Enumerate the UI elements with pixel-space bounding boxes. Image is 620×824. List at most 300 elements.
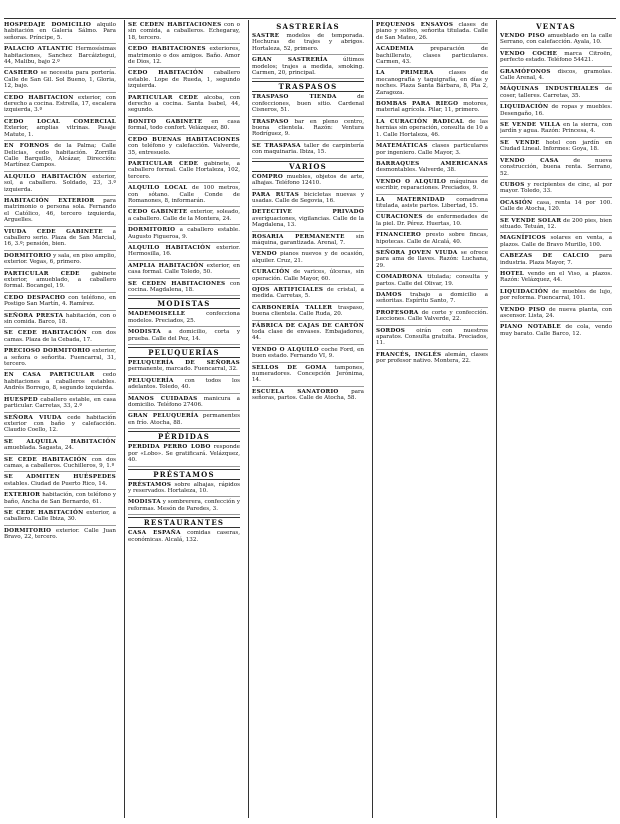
ad-lead: FINANCIERO — [376, 232, 422, 239]
ad-lead: LA PRIMERA — [376, 70, 434, 77]
classified-ad — [376, 232, 488, 248]
classified-ad — [128, 95, 240, 117]
ad-lead: TRASPASO — [252, 118, 289, 125]
ad-body: exterior, a caballero. Calle Ibiza, 30. — [4, 509, 116, 523]
ad-lead: PARA RUTAS — [252, 191, 300, 198]
ad-body: permanentes en frío. Atocha, 88. — [128, 413, 240, 426]
ad-body: estables. Ciudad de Puerto Rico, 14. — [4, 480, 108, 487]
classified-ad — [128, 22, 240, 44]
ad-lead: SE ADMITEN HUÉSPEDES — [4, 474, 116, 481]
classified-ad — [4, 143, 116, 172]
ad-body: caballero estable, en casa particular. Carretas, 33, 2.º — [4, 396, 116, 410]
ad-body: caballero estable. Lope de Rueda, 1, segundo izquierda. — [128, 70, 240, 90]
classified-ad — [252, 33, 364, 55]
ad-lead: DORMITORIO — [128, 227, 176, 234]
classified-ad — [4, 492, 116, 508]
classified-ad — [376, 143, 488, 159]
ad-lead: CUBOS — [500, 181, 525, 188]
ad-body: a caballero estable. Augusto Figueroa, 9. — [128, 227, 240, 240]
classified-ad — [4, 415, 116, 437]
ad-body: clases de piano y solfeo, señorita titulada. Calle de San Mateo, 26. — [376, 22, 488, 41]
ad-body: con cocina. Magdalena, 18. — [128, 280, 240, 293]
ad-body: presto sobre fincas, hipotecas. Calle de Alcalá, 40. — [376, 232, 488, 245]
classified-ad — [500, 218, 612, 234]
classified-ad — [4, 253, 116, 269]
column-rule — [124, 20, 125, 818]
ad-lead: EN CASA PARTICULAR — [4, 372, 95, 379]
section-heading: PRÉSTAMOS — [128, 469, 240, 480]
ad-lead: MADEMOISELLE — [128, 311, 186, 318]
ad-lead: SE VENDE SOLAR — [500, 217, 562, 224]
ad-lead: EN FORNOS — [4, 143, 50, 150]
ad-lead: LA CURACIÓN RADICAL — [376, 118, 464, 125]
ad-lead: ALQUILO HABITACIÓN — [4, 173, 87, 180]
ad-body: cede habitación exterior con baño y calefacción. Claudio Coello, 12. — [4, 414, 116, 434]
ad-body: clases de mecanografía y taquigrafía, en días y noches. Plaza Santa Bárbara, 8, Pta 2, Zaragoza. — [376, 70, 488, 96]
ad-body: de cola, vendo muy barato. Calle Barco, 12. — [500, 324, 612, 337]
section-heading: TRASPASOS — [252, 81, 364, 92]
classified-ad — [500, 140, 612, 156]
column-heading: SASTRERÍAS — [276, 22, 340, 31]
classified-ad — [4, 457, 116, 473]
classified-ad — [4, 397, 116, 413]
classified-ad — [252, 174, 364, 190]
ad-body: para señoras, partos. Calle de Atocha, 58. — [252, 388, 364, 402]
ad-body: sin máquina, garantizada. Arenal, 7. — [252, 233, 364, 246]
ad-lead: HOSPEDAJE DOMICILIO — [4, 22, 92, 28]
ad-lead: GRAMÓFONOS — [500, 68, 551, 75]
classified-ad — [4, 119, 116, 141]
ad-lead: BARRAQUES AMERICANAS — [376, 160, 488, 167]
classified-ad — [376, 46, 488, 68]
ad-body: máquinas de escribir, reparaciones. Preciados, 9. — [376, 178, 488, 192]
classified-ad — [500, 158, 612, 180]
classified-ad — [4, 271, 116, 293]
classified-ad — [252, 347, 364, 363]
ad-lead: MODISTA — [128, 499, 161, 506]
ad-body: de 100 metros, con sótano. Calle Conde de Romanones, 8, informarán. — [128, 185, 240, 204]
classified-ad — [128, 46, 240, 68]
classified-ad — [128, 227, 240, 243]
ad-body: exteriores, matrimonio o dos amigos. Baño. Amor de Dios, 12. — [128, 46, 240, 66]
ad-body: coche Ford, en buen estado. Fernando VI, 9. — [252, 346, 364, 360]
classified-ad — [252, 57, 364, 79]
ad-body: marca Citroën, perfecto estado. Teléfono 54421. — [500, 50, 612, 64]
ad-lead: PARTICULAR CEDE — [128, 94, 199, 101]
classified-ad — [376, 328, 488, 350]
classified-ad — [252, 269, 364, 285]
ad-lead: LIQUIDACIÓN — [500, 288, 549, 295]
classified-ad — [4, 330, 116, 346]
ad-body: alemán, clases por profesor nativo. Montera, 22. — [376, 351, 488, 365]
ad-body: y recipientes de cinc, al por mayor. Toledo, 33. — [500, 181, 612, 195]
ad-body: gabinete exterior, amueblado, a caballero formal. Bocangel, 19. — [4, 270, 116, 290]
section-heading: VARIOS — [252, 161, 364, 172]
ad-body: vendo en el Viso, a plazos. Razón: Velázquez, 44. — [500, 270, 612, 284]
classified-ad — [252, 287, 364, 303]
ad-lead: ROSARIA PERMANENTE — [252, 233, 345, 240]
ad-lead: MODISTA — [128, 329, 161, 336]
classified-ad — [500, 86, 612, 102]
ad-lead: COMPRO — [252, 173, 284, 180]
ad-body: confecciona modelos. Preciados, 25. — [128, 311, 240, 324]
classified-ad — [4, 22, 116, 44]
classified-ad — [128, 281, 240, 297]
classified-ad — [128, 444, 240, 466]
classified-ad — [376, 292, 488, 308]
classified-ad — [500, 122, 612, 138]
ad-lead: EXTERIOR — [4, 492, 41, 499]
ad-lead: HOTEL — [500, 270, 525, 277]
classified-ad — [500, 289, 612, 305]
ad-lead: PIANO NOTABLE — [500, 324, 561, 331]
classified-ad — [128, 378, 240, 394]
ad-lead: VIUDA CEDE GABINETE — [4, 228, 103, 235]
column-rule — [372, 20, 373, 818]
ad-body: con teléfono, en Postigo San Martín, 4. Ramírez. — [4, 294, 116, 308]
classified-ad — [376, 70, 488, 99]
ad-lead: CEDO GABINETE — [128, 209, 188, 216]
classified-ad — [128, 360, 240, 376]
classified-ad — [500, 33, 612, 49]
ad-lead: SE CEDEN HABITACIONES — [128, 280, 226, 287]
ad-lead: VENDO O ALQUILO — [252, 346, 319, 353]
classified-ad — [376, 161, 488, 177]
classified-ad — [128, 119, 240, 135]
ad-body: habitación, con teléfono y baño, Ancha de San Bernardo, 61. — [4, 492, 116, 505]
classified-ad — [500, 69, 612, 85]
classified-ad — [128, 161, 240, 183]
ad-lead: CEDO LOCAL COMERCIAL — [4, 118, 116, 125]
ad-body: alquilo habitación en Galería Sálmo. Para señoras. Príncipe, 5. — [4, 22, 116, 41]
ad-body: alcoba, con derecho a cocina. Santa Isabel, 44, segundo. — [128, 94, 240, 114]
ad-body: exterior, a señora o señorita. Fuencarral, 31, tercero. — [4, 348, 116, 368]
ad-body: con o sin comida, a caballeros. Echegaray, 18, tercero. — [128, 22, 240, 41]
ad-body: modelos de temporada. Hechuras de trajes y abrigos. Hortaleza, 52, primero. — [252, 33, 364, 52]
ad-lead: VENDO PISO — [500, 33, 545, 39]
ad-body: motores, material agrícola. Pilar, 11, primero. — [376, 101, 488, 114]
ad-body: con dos camas, a caballeros. Cuchilleros, 9, 1.º — [4, 456, 116, 469]
classified-column-1 — [4, 22, 116, 820]
ad-lead: SE CEDE HABITACIÓN — [4, 456, 88, 463]
ad-body: a caballero serio. Plaza de San Marcial, 16, 3.º; pensión, bien. — [4, 228, 116, 248]
classified-ad — [252, 94, 364, 116]
ad-lead: GRAN PELUQUERÍA — [128, 413, 199, 420]
ad-lead: MÁQUINAS INDUSTRIALES — [500, 86, 599, 93]
ad-body: oirán con nuestros aparatos. Consulta gratuita. Preciados, 11. — [376, 327, 488, 347]
classified-ad — [252, 323, 364, 345]
classified-ad — [128, 530, 240, 545]
ad-body: y sala, en piso amplio, exterior. Vegas, 6, primero. — [4, 252, 116, 266]
classified-ad — [128, 499, 240, 515]
ad-body: en casa formal, todo confort. Velázquez, 80. — [128, 118, 240, 132]
classified-ad — [128, 413, 240, 429]
ad-body: sobre alhajas, rápidos y reservados. Hortaleza, 10. — [128, 481, 240, 494]
ad-body: con todos los adelantos. Toledo, 40. — [128, 377, 240, 391]
classified-ad — [4, 229, 116, 251]
ad-body: de las hernias sin operación, consulta de 10 a 1. Calle Hortaleza, 46. — [376, 118, 488, 138]
classified-ad — [4, 439, 116, 455]
classified-ad — [376, 22, 488, 44]
classified-ad — [4, 474, 116, 490]
top-rule — [4, 18, 616, 19]
classified-ad — [500, 235, 612, 251]
ad-body: de corte y confección. Lecciones. Calle Valverde, 22. — [376, 309, 488, 323]
ad-lead: DETECTIVE PRIVADO — [252, 209, 364, 216]
classified-ad — [252, 234, 364, 250]
ad-lead: PRÉSTAMOS — [128, 481, 172, 488]
ad-body: de nueva planta, con ascensor. Lista, 24. — [500, 306, 612, 319]
ad-lead: BOMBAS PARA RIEGO — [376, 101, 459, 108]
ad-lead: SEÑORA JOVEN VIUDA — [376, 249, 458, 256]
classified-ad — [376, 352, 488, 367]
ad-lead: CARBONERÍA TALLER — [252, 304, 333, 311]
classified-ad — [500, 200, 612, 216]
ad-body: con teléfono y calefacción. Valverde, 35, entresuelo. — [128, 143, 240, 156]
classified-column-4 — [376, 22, 488, 820]
ad-lead: COMADRONA — [376, 274, 423, 281]
column-rule — [496, 20, 497, 818]
ad-lead: OCASIÓN — [500, 199, 533, 206]
ad-body: exterior, soleado, a caballero. Calle de la Montera, 24. — [128, 209, 240, 222]
classified-ad — [252, 192, 364, 208]
classified-ad — [128, 311, 240, 327]
ad-lead: GRAN SASTRERÍA — [252, 57, 328, 64]
ad-lead: PEQUEÑOS ENSAYOS — [376, 22, 454, 28]
ad-body: manicura a domicilio. Teléfono 27406. — [128, 395, 240, 409]
classified-ad — [500, 104, 612, 120]
ad-body: exterior, sol, a caballero. Soldado, 23, 3.º izquierda. — [4, 173, 116, 193]
ad-lead: MAGNÍFICOS — [500, 235, 546, 242]
classified-ad — [376, 310, 488, 326]
ad-lead: MANOS CUIDADAS — [128, 395, 198, 402]
ad-body: de ropas y muebles. Desengaño, 16. — [500, 104, 612, 117]
ad-lead: VENDO — [252, 251, 277, 258]
classified-ad — [4, 198, 116, 227]
ad-body: permanente, marcado. Fuencarral, 32. — [128, 366, 238, 373]
ad-lead: PROFESORA — [376, 309, 419, 316]
column-heading: VENTAS — [536, 22, 576, 31]
ad-lead: PALACIO ATLANTIC — [4, 46, 73, 53]
ad-lead: AMPLIA HABITACIÓN — [128, 262, 204, 269]
ad-body: hotel con jardín en Ciudad Lineal. Informes: Goya, 18. — [500, 139, 612, 153]
classified-ad — [500, 182, 612, 198]
ad-body: averiguaciones, vigilancias. Calle de la Magdalena, 13. — [252, 215, 364, 229]
ad-body: gabinete, a caballero formal. Calle Hortaleza, 102, tercero. — [128, 160, 240, 180]
classified-ad — [4, 528, 116, 543]
ad-body: amueblada. Sagasta, 24. — [4, 445, 74, 452]
classified-ad — [128, 70, 240, 92]
ad-body: exterior, con derecho a cocina. Estrella, 17, escalera izquierda, 3.º — [4, 94, 116, 114]
ad-lead: BONITO GABINETE — [128, 118, 203, 125]
ad-lead: CABEZAS DE CALCIO — [500, 253, 590, 260]
classified-ad — [128, 245, 240, 261]
classified-ad — [4, 348, 116, 370]
classified-ad — [4, 510, 116, 526]
ad-lead: LA MATERNIDAD — [376, 196, 445, 203]
classified-ad — [376, 250, 488, 272]
ad-body: Exterior, amplias vitrinas. Pasaje Matute, 1. — [4, 125, 116, 138]
ad-lead: ALQUILO HABITACIÓN — [128, 244, 211, 251]
ad-body: trabajo a domicilio a señoritas. Espíritu Santo, 7. — [376, 292, 488, 305]
classified-ad — [4, 313, 116, 329]
section-heading: PÉRDIDAS — [128, 431, 240, 442]
ad-lead: HUESPED — [4, 396, 38, 403]
ad-body: se necesita para portería. Calle de San Gil. Sol Bueno, 1, Gloria, 12, bajo. — [4, 70, 116, 90]
classified-ad — [376, 179, 488, 195]
ad-lead: CEDO HABITACION — [4, 94, 74, 101]
classified-column-2 — [128, 22, 240, 820]
ad-lead: SE CEDE HABITACIÓN — [4, 330, 88, 337]
classified-ad — [500, 307, 612, 323]
ad-body: de la Palma; Calle Delicias, cedo habitación. Zorrilla Calle Barquillo, Alcázar, Dirección: Martínez Campos. — [4, 143, 116, 169]
ad-lead: VENDO COCHE — [500, 50, 558, 57]
classified-ad — [376, 274, 488, 290]
ad-lead: DORMITORIO — [4, 252, 52, 259]
ad-lead: SE CEDE HABITACIÓN — [4, 509, 84, 516]
classified-ad — [252, 251, 364, 267]
section-heading: MODISTAS — [128, 298, 240, 309]
ad-lead: SE CEDEN HABITACIONES — [128, 22, 222, 28]
ad-lead: DAMOS — [376, 292, 402, 298]
ad-body: pianos nuevos y de ocasión, alquiler. Cruz, 21. — [252, 251, 364, 264]
ad-body: titulada; consulta y partos. Calle del Olivar, 19. — [376, 274, 488, 287]
ad-lead: SASTRE — [252, 33, 280, 39]
classified-ad — [4, 95, 116, 117]
ad-body: en la sierra, con jardín y agua. Razón: Princesa, 4. — [500, 122, 612, 135]
ad-body: discos, gramolas. Calle Arenal, 4. — [500, 68, 612, 82]
ad-body: de cristal, a medida. Carretas, 5. — [252, 286, 364, 300]
classified-column-5 — [500, 22, 612, 820]
ad-lead: FÁBRICA DE CAJAS DE CARTÓN — [252, 322, 364, 329]
ad-body: de confecciones, buen sitio. Cardenal Cisneros, 51. — [252, 94, 364, 114]
classified-ad — [500, 253, 612, 269]
ad-body: exterior. Hermosilla, 16. — [128, 244, 240, 258]
classified-ad — [128, 209, 240, 225]
ad-lead: OJOS ARTIFICIALES — [252, 286, 324, 293]
ad-lead: CASA ESPAÑA — [128, 530, 181, 537]
ad-body: para industria. Plaza Mayor, 7. — [500, 253, 612, 266]
ad-lead: SE TRASPASA — [252, 142, 301, 149]
classified-ad — [500, 51, 612, 67]
ad-body: de 200 pies, bien situado. Tetuán, 12. — [500, 217, 612, 230]
ad-lead: SEÑORA VIUDA — [4, 414, 62, 421]
ad-lead: ESCUELA SANATORIO — [252, 388, 339, 395]
column-rule — [248, 20, 249, 818]
ad-body: de nueva construcción, buena renta. Serrano, 52. — [500, 157, 612, 177]
ad-body: exterior. Calle Juan Bravo, 22, tercero. — [4, 527, 116, 541]
ad-lead: HABITACIÓN EXTERIOR — [4, 197, 95, 204]
ad-lead: PARTICULAR CEDE — [128, 160, 199, 167]
ad-lead: CASHERO — [4, 70, 39, 77]
classified-ad — [128, 263, 240, 279]
ad-lead: DORMITORIO — [4, 527, 52, 534]
ad-body: toda clase de envases. Embajadores, 44. — [252, 329, 364, 342]
ad-body: a domicilio, corta y prueba. Calle del Pez, 14. — [128, 329, 240, 342]
classified-ad — [4, 295, 116, 311]
classified-ad — [376, 101, 488, 117]
classified-column-3 — [252, 22, 364, 820]
ad-lead: CEDO BUENAS HABITACIONES — [128, 136, 240, 143]
ad-body: muebles, objetos de arte, alhajas. Teléfono 12410. — [252, 173, 364, 187]
ad-body: responde por «Lobo». Se gratificará. Velázquez, 40. — [128, 444, 240, 464]
ad-body: exterior, en casa formal. Calle Toledo, 50. — [128, 262, 240, 276]
ad-body: con dos camas. Plaza de la Cebada, 17. — [4, 330, 116, 343]
ad-body: y sombrerera, confección y reformas. Mesón de Paredes, 3. — [128, 499, 240, 512]
ad-body: preparación de bachillerato, clases particulares. Carmen, 43. — [376, 46, 488, 66]
ad-body: taller de carpintería con maquinaria. Ibiza, 15. — [252, 142, 364, 156]
ad-lead: SEÑORA PRESTA — [4, 312, 64, 319]
ad-body: comadrona titulada, asiste partos. Libertad, 15. — [376, 196, 488, 209]
classified-ad — [252, 305, 364, 321]
classified-ad — [128, 185, 240, 207]
classified-ad — [128, 137, 240, 159]
classified-ad — [376, 119, 488, 141]
classified-ad — [128, 329, 240, 345]
ad-body: casa, renta 14 por 100. Calle de Atocha, 120. — [500, 199, 612, 213]
ad-lead: SELLOS DE GOMA — [252, 364, 327, 371]
ad-body: cedo habitaciones a caballeros estables. Andrés Borrego, 8, segundo izquierda. — [4, 372, 116, 392]
ad-lead: SE VENDE VILLA — [500, 122, 561, 129]
ad-lead: PELUQUERÍA DE SEÑORAS — [128, 360, 240, 367]
ad-lead: MATEMÁTICAS — [376, 143, 428, 150]
classified-ad — [376, 214, 488, 230]
ad-body: últimos modelos; trajes a medida, smoking. Carmen, 20, principal. — [252, 57, 364, 77]
ad-body: bicicletas nuevas y usadas. Calle de Segovia, 16. — [252, 191, 364, 204]
ad-body: clases particulares por ingeniero. Calle Mayor, 3. — [376, 143, 488, 156]
ad-body: de muebles de lujo, por reforma. Fuencarral, 101. — [500, 288, 612, 302]
ad-body: de varices, úlceras, sin operación. Calle Mayor, 60. — [252, 269, 364, 282]
ad-lead: PRECIOSO DORMITORIO — [4, 348, 91, 355]
ad-lead: ACADEMIA — [376, 46, 414, 53]
classified-ad — [252, 365, 364, 387]
ad-lead: VENDO PISO — [500, 306, 546, 313]
classified-ad — [252, 143, 364, 159]
classified-ad — [128, 396, 240, 412]
classified-ad — [252, 389, 364, 404]
ad-body: desmontables. Valverde, 38. — [376, 167, 456, 174]
ad-lead: VENDO O ALQUILO — [376, 178, 447, 185]
ad-lead: CEDO HABITACIONES — [128, 46, 206, 53]
classified-ad — [376, 197, 488, 213]
ad-body: amueblado en la calle Serrano, con calefacción. Ayala, 10. — [500, 33, 612, 46]
section-heading: RESTAURANTES — [128, 517, 240, 528]
classified-ad — [4, 46, 116, 68]
ad-body: habitación, con o sin comida. Barco, 18. — [4, 312, 116, 326]
classified-ad — [4, 372, 116, 394]
ad-lead: SE ALQUILA HABITACIÓN — [4, 438, 116, 445]
ad-body: se ofrece para ama de llaves. Razón: Luchana, 29. — [376, 249, 488, 269]
ad-body: Hermosísimas habitaciones, Sanchez Barcáiztegui, 44, Malibu, bajo 2.º — [4, 46, 116, 66]
ad-lead: CEDO DESPACHO — [4, 294, 66, 301]
ad-lead: PERDIDA PERRO LOBO — [128, 444, 211, 451]
ad-body: tampones, numeradores. Concepción Jerónima, 14. — [252, 364, 364, 384]
classified-ad — [4, 70, 116, 92]
ad-lead: TRASPASO TIENDA — [252, 94, 337, 101]
classified-ad — [128, 482, 240, 498]
classified-ad — [500, 271, 612, 287]
ad-body: traspaso, buena clientela. Calle Ruda, 20. — [252, 304, 364, 318]
ad-body: solares en venta, a plazos. Calle de Bravo Murillo, 100. — [500, 235, 612, 248]
ad-body: de coser, talleres. Carretas, 35. — [500, 86, 612, 99]
ad-lead: ALQUILO LOCAL — [128, 185, 188, 192]
ad-body: de enfermedades de la piel. Dr. Pérez. Huertas, 10. — [376, 214, 488, 227]
ad-lead: VENDO CASA — [500, 157, 559, 164]
ad-lead: CEDO HABITACIÓN — [128, 70, 204, 77]
ad-lead: PELUQUERÍA — [128, 377, 174, 384]
ad-lead: PARTICULAR CEDE — [4, 270, 80, 277]
section-heading: PELUQUERÍAS — [128, 347, 240, 358]
